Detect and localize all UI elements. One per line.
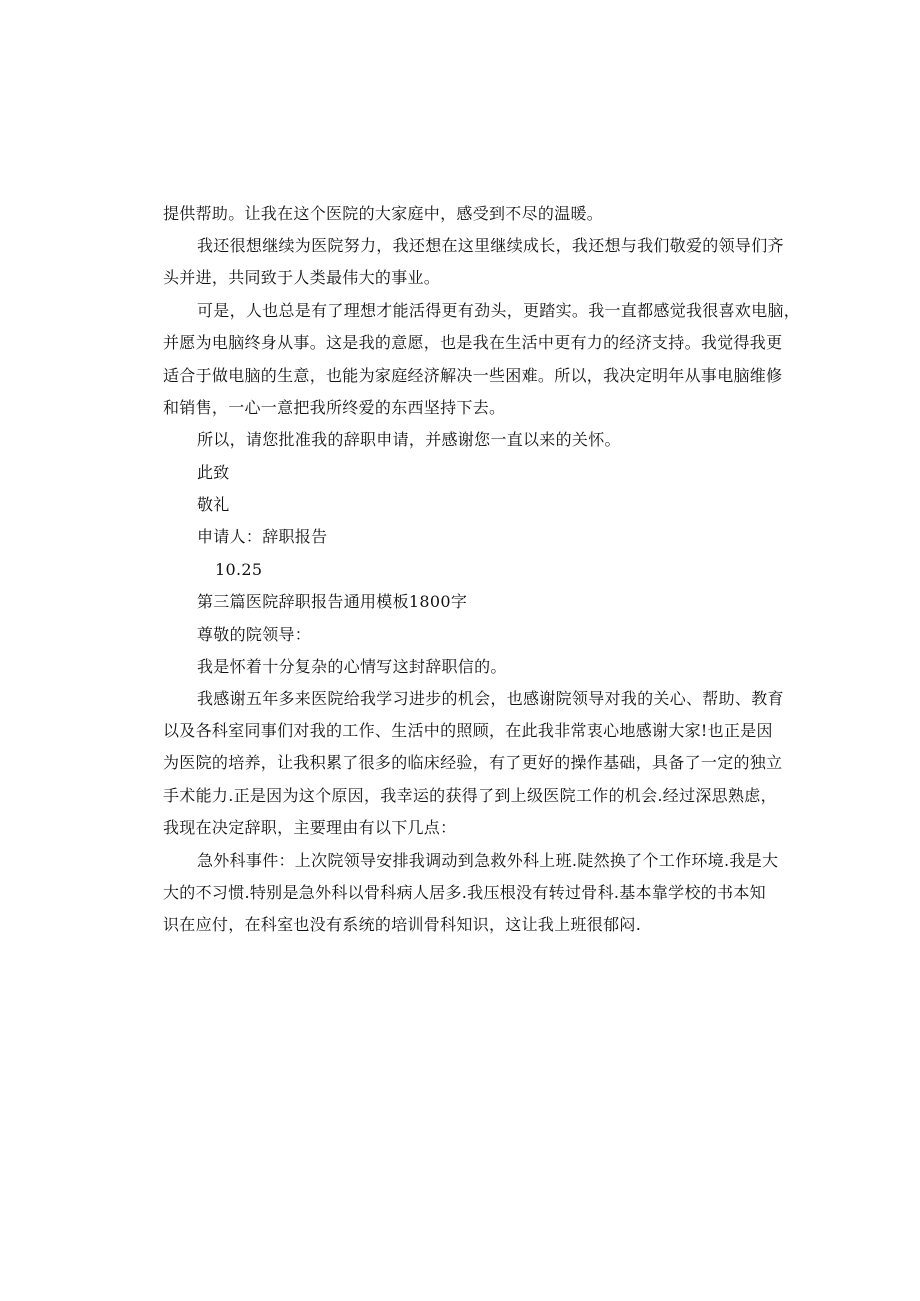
date-line: 10.25 [215, 560, 263, 579]
text-line: 敬礼 [197, 495, 230, 514]
text-line: 并愿为电脑终身从事。这是我的意愿，也是我在生活中更有力的经济支持。我觉得我更 [163, 333, 783, 352]
text-line: 我还很想继续为医院努力，我还想在这里继续成长，我还想与我们敬爱的领导们齐 [197, 236, 784, 255]
text-line: 手术能力.正是因为这个原因，我幸运的获得了到上级医院工作的机会.经过深思熟虑， [163, 786, 777, 805]
text-line: 此致 [197, 463, 230, 482]
text-line: 我是怀着十分复杂的心情写这封辞职信的。 [197, 657, 507, 676]
text-line: 识在应付，在科室也没有系统的培训骨科知识，这让我上班很郁闷. [163, 915, 642, 934]
text-line: 头并进，共同致于人类最伟大的事业。 [163, 268, 441, 287]
text-line: 申请人：辞职报告 [197, 527, 328, 546]
text-line: 为医院的培养，让我积累了很多的临床经验，有了更好的操作基础，具备了一定的独立 [163, 753, 783, 772]
text-line: 所以，请您批准我的辞职申请，并感谢您一直以来的关怀。 [197, 430, 621, 449]
text-line: 大的不习惯.特别是急外科以骨科病人居多.我压根没有转过骨科.基本靠学校的书本知 [163, 883, 766, 902]
text-line: 适合于做电脑的生意，也能为家庭经济解决一些困难。所以，我决定明年从事电脑维修 [163, 366, 783, 385]
text-line: 和销售，一心一意把我所终爱的东西坚持下去。 [163, 398, 506, 417]
text-line: 我感谢五年多来医院给我学习进步的机会，也感谢院领导对我的关心、帮助、教育 [197, 689, 784, 708]
text-line: 急外科事件：上次院领导安排我调动到急救外科上班.陡然换了个工作环境.我是大 [197, 851, 779, 870]
text-line: 提供帮助。让我在这个医院的大家庭中，感受到不尽的温暖。 [163, 204, 604, 223]
text-line: 可是，人也总是有了理想才能活得更有劲头，更踏实。我一直都感觉我很喜欢电脑， [197, 301, 801, 320]
salutation: 尊敬的院领导： [197, 625, 312, 644]
section-title: 第三篇医院辞职报告通用模板1800字 [197, 592, 468, 611]
text-line: 以及各科室同事们对我的工作、生活中的照顾，在此我非常衷心地感谢大家!也正是因 [163, 721, 773, 740]
text-line: 我现在决定辞职，主要理由有以下几点： [163, 818, 457, 837]
